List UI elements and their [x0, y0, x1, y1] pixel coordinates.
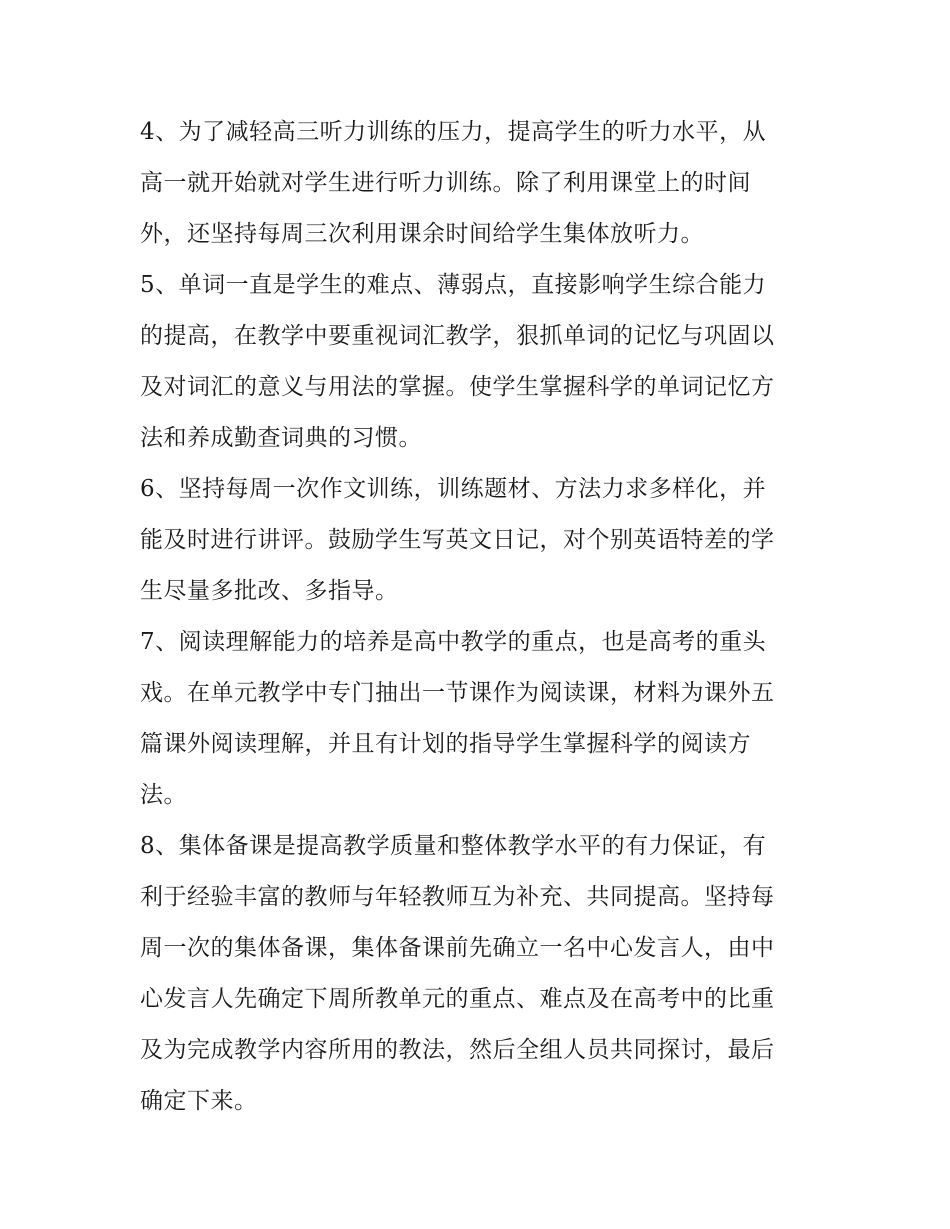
- text-line: 及对词汇的意义与用法的掌握。使学生掌握科学的单词记忆方: [140, 374, 775, 400]
- document-body: [140, 107, 820, 1127]
- paragraph-6: [140, 464, 820, 617]
- text-line: 能及时进行讲评。鼓励学生写英文日记，对个别英语特差的学: [140, 527, 775, 553]
- text-line: 的提高，在教学中要重视词汇教学，狠抓单词的记忆与巩固以: [140, 323, 775, 349]
- text-line: 4、为了减轻高三听力训练的压力，提高学生的听力水平，从: [140, 119, 767, 145]
- text-line: 6、坚持每周一次作文训练，训练题材、方法力求多样化，并: [140, 476, 767, 502]
- text-line: 确定下来。: [140, 1088, 258, 1114]
- text-line: 高一就开始就对学生进行听力训练。除了利用课堂上的时间: [140, 170, 751, 196]
- text-line: 利于经验丰富的教师与年轻教师互为补充、共同提高。坚持每: [140, 884, 775, 910]
- text-line: 周一次的集体备课，集体备课前先确立一名中心发言人，由中: [140, 935, 775, 961]
- text-line: 外，还坚持每周三次利用课余时间给学生集体放听力。: [140, 221, 704, 247]
- paragraph-7: [140, 617, 820, 821]
- text-line: 8、集体备课是提高教学质量和整体教学水平的有力保证，有: [140, 833, 767, 859]
- paragraph-5: [140, 260, 820, 464]
- paragraph-8: [140, 821, 820, 1127]
- text-line: 法和养成勤查词典的习惯。: [140, 425, 422, 451]
- text-line: 及为完成教学内容所用的教法，然后全组人员共同探讨，最后: [140, 1037, 775, 1063]
- text-line: 7、阅读理解能力的培养是高中教学的重点，也是高考的重头: [140, 629, 767, 655]
- text-line: 心发言人先确定下周所教单元的重点、难点及在高考中的比重: [140, 986, 775, 1012]
- paragraph-4: [140, 107, 820, 260]
- text-line: 法。: [140, 782, 187, 808]
- text-line: 戏。在单元教学中专门抽出一节课作为阅读课，材料为课外五: [140, 680, 775, 706]
- text-line: 篇课外阅读理解，并且有计划的指导学生掌握科学的阅读方: [140, 731, 751, 757]
- text-line: 5、单词一直是学生的难点、薄弱点，直接影响学生综合能力: [140, 272, 767, 298]
- text-line: 生尽量多批改、多指导。: [140, 578, 399, 604]
